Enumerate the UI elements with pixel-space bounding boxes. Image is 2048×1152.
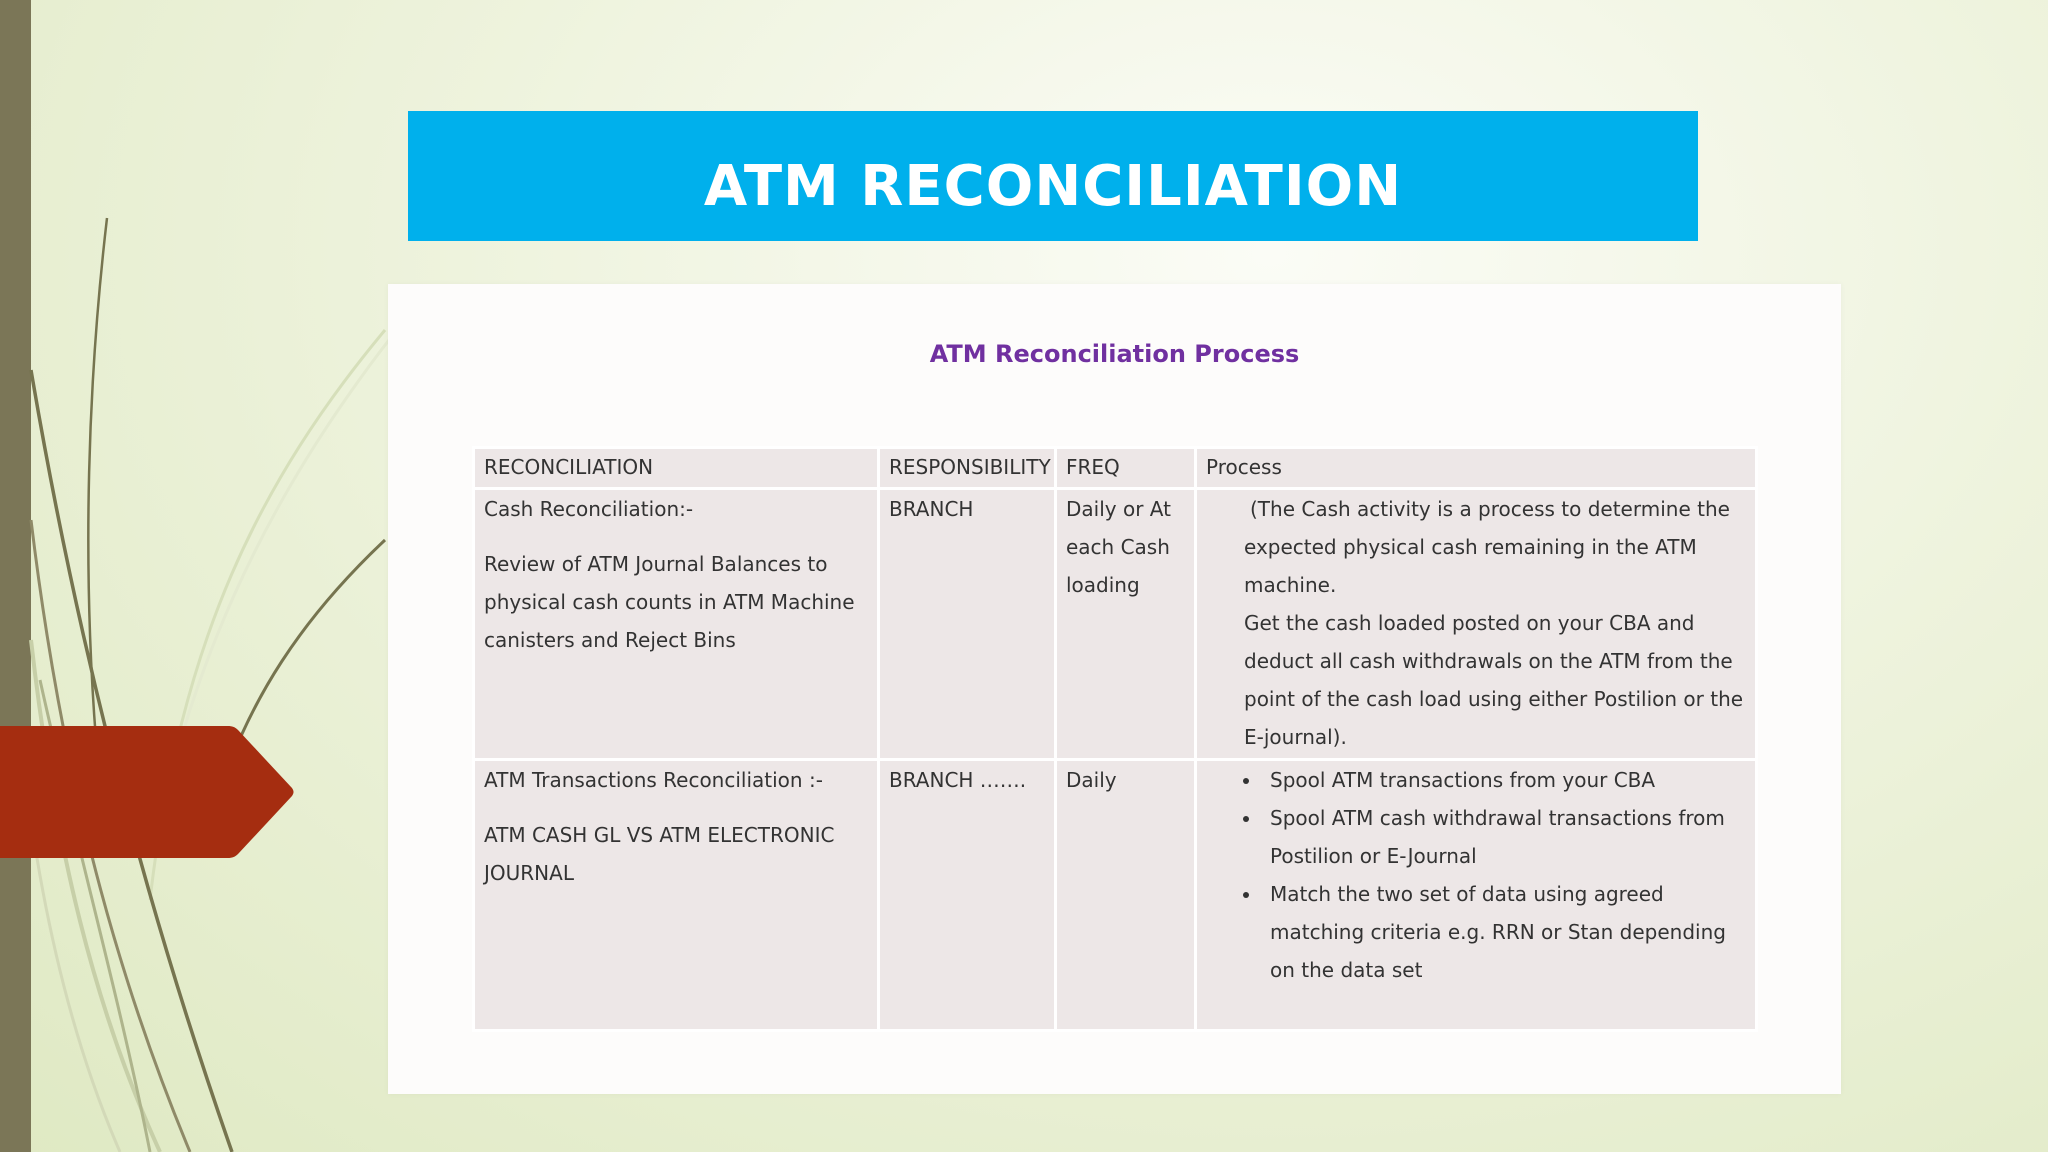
- table-row: [474, 760, 1757, 1031]
- reconciliation-title: ATM Transactions Reconciliation :-: [484, 768, 823, 792]
- header-reconciliation: RECONCILIATION: [474, 448, 879, 489]
- process-bullet-list: [1206, 761, 1747, 989]
- process-para: (The Cash activity is a process to determine the expected physical cash remaining in the ATM machine.: [1244, 497, 1730, 597]
- cell-process: [1196, 760, 1757, 1031]
- header-process: Process: [1196, 448, 1757, 489]
- cell-freq: Daily: [1056, 760, 1196, 1031]
- process-bullet: • Match the two set of data using agreed matching criteria e.g. RRN or Stan depending on the data set: [1262, 875, 1747, 989]
- content-card: [388, 284, 1841, 1094]
- process-text: [1206, 490, 1747, 756]
- reconciliation-desc: Review of ATM Journal Balances to physical cash counts in ATM Machine canisters and Reject Bins: [484, 552, 855, 652]
- header-freq: FREQ: [1056, 448, 1196, 489]
- cell-responsibility: BRANCH: [879, 489, 1056, 760]
- header-responsibility: RESPONSIBILITY: [879, 448, 1056, 489]
- process-bullet: • Spool ATM cash withdrawal transactions from Postilion or E-Journal: [1262, 799, 1747, 875]
- reconciliation-desc: ATM CASH GL VS ATM ELECTRONIC JOURNAL: [484, 823, 835, 885]
- slide-title: ATM RECONCILIATION: [703, 153, 1403, 219]
- cell-process: [1196, 489, 1757, 760]
- process-para: Get the cash loaded posted on your CBA and deduct all cash withdrawals on the ATM from the point of the cash load using either Postilion or the E-journal).: [1244, 611, 1744, 749]
- title-band: [408, 111, 1698, 241]
- red-arrow-shape: [0, 726, 295, 858]
- reconciliation-title: Cash Reconciliation:-: [484, 497, 694, 521]
- decorative-grass-lines: [0, 0, 420, 1152]
- reconciliation-table: [472, 446, 1758, 1032]
- cell-reconciliation: [474, 489, 879, 760]
- slide-subtitle: ATM Reconciliation Process: [929, 340, 1300, 368]
- cell-freq: Daily or At each Cash loading: [1056, 489, 1196, 760]
- cell-responsibility: BRANCH …….: [879, 760, 1056, 1031]
- cell-reconciliation: [474, 760, 879, 1031]
- table-header-row: [474, 448, 1757, 489]
- table-row: [474, 489, 1757, 760]
- process-bullet: • Spool ATM transactions from your CBA: [1262, 761, 1747, 799]
